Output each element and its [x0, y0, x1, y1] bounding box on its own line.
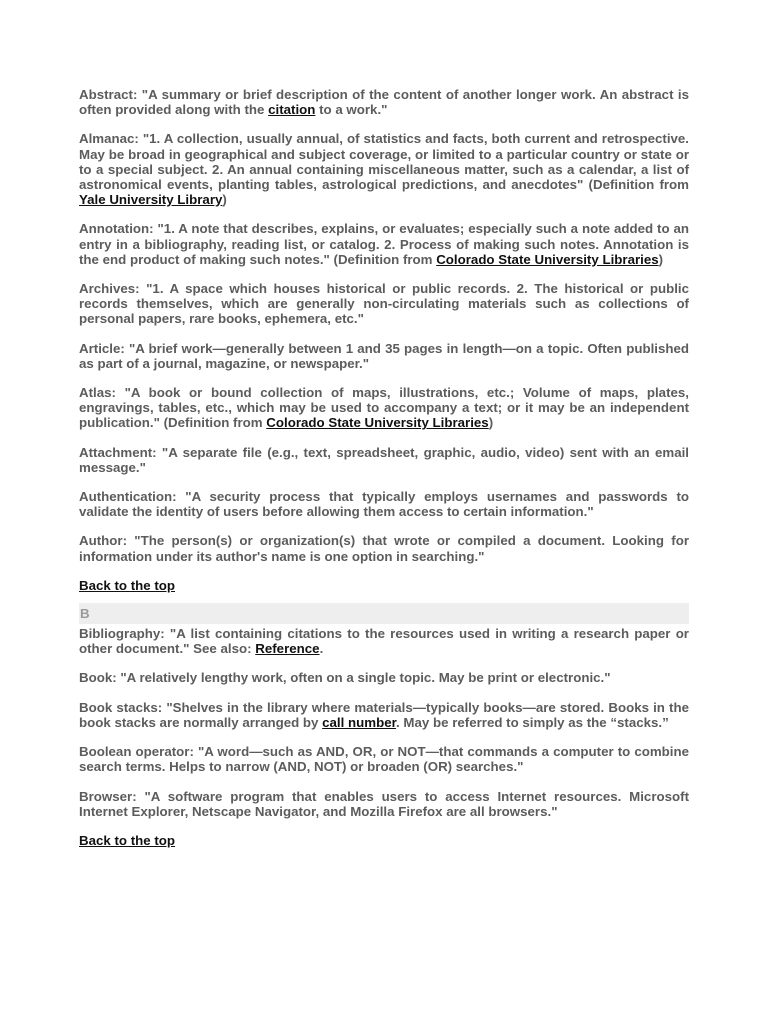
entry-definition: "A summary or brief description of the content of another longer work. An abstract is often provided along with the: [79, 87, 689, 118]
section-header-b: B: [79, 603, 689, 624]
entry-abstract: [79, 87, 689, 117]
entry-definition: "A list containing citations to the resources used in writing a research paper or other document." See also:: [79, 626, 689, 657]
entry-article: [79, 341, 689, 371]
entry-definition: "The person(s) or organization(s) that wrote or compiled a document. Looking for information under its author's name is one option in searching.": [79, 533, 689, 564]
entry-term: Atlas:: [79, 385, 116, 401]
reference-link[interactable]: Reference: [255, 641, 320, 657]
entry-definition: "1. A space which houses historical or public records. 2. The historical or public records themselves, which are generally non-circulating materials such as collections of personal papers, rare books, ephemera, etc.": [79, 281, 689, 327]
entry-definition-end: to a work.": [315, 102, 388, 118]
entry-author: [79, 533, 689, 563]
entry-browser: [79, 789, 689, 819]
entry-definition: "1. A note that describes, explains, or evaluates; especially such a note added to an entry in a bibliography, reading list, or catalog. 2. Process of making such notes. Annotation is the end product of making such notes." (Definition from: [79, 221, 689, 267]
entry-attachment: [79, 445, 689, 475]
entry-definition: "Shelves in the library where materials—typically books—are stored. Books in the book stacks are normally arranged by: [79, 699, 689, 730]
entry-term: Browser:: [79, 788, 137, 804]
entry-term: Attachment:: [79, 444, 157, 460]
entry-almanac: [79, 131, 689, 207]
entry-definition-end: ): [488, 415, 494, 431]
entry-definition-end: .: [319, 641, 324, 657]
entry-term: Bibliography:: [79, 626, 165, 642]
entry-boolean-operator: [79, 744, 689, 774]
entry-definition-end: . May be referred to simply as the “stacks.”: [396, 714, 669, 730]
glossary-content: [79, 87, 689, 858]
colorado-state-link[interactable]: Colorado State University Libraries: [266, 415, 489, 431]
back-to-top-row: [79, 833, 689, 848]
entry-term: Book:: [79, 670, 117, 686]
entry-definition: "A software program that enables users to access Internet resources. Microsoft Internet Explorer, Netscape Navigator, and Mozilla Firefox are all browsers.": [79, 788, 689, 819]
citation-link[interactable]: citation: [268, 102, 316, 118]
entry-term: Author:: [79, 533, 127, 549]
entry-term: Abstract:: [79, 87, 138, 102]
entry-definition: "A relatively lengthy work, often on a single topic. May be print or electronic.": [116, 670, 611, 686]
colorado-state-link[interactable]: Colorado State University Libraries: [436, 251, 659, 267]
entry-atlas: [79, 385, 689, 431]
entry-term: Book stacks:: [79, 699, 163, 715]
entry-definition: "A separate file (e.g., text, spreadsheet, graphic, audio, video) sent with an email message.": [79, 444, 689, 475]
entry-term: Authentication:: [79, 489, 177, 505]
entry-definition: "A security process that typically employs usernames and passwords to validate the identity of users before allowing them access to certain information.": [79, 489, 689, 520]
entry-definition: "A book or bound collection of maps, illustrations, etc.; Volume of maps, plates, engravings, tables, etc., which may be used to accompany a text; or it may be an independent publication." (Definition from: [79, 385, 689, 431]
entry-archives: [79, 281, 689, 327]
entry-term: Archives:: [79, 281, 140, 297]
entry-definition: "A brief work—generally between 1 and 35 pages in length—on a topic. Often published as part of a journal, magazine, or newspaper.": [79, 340, 689, 371]
entry-book-stacks: [79, 700, 689, 730]
back-to-top-link[interactable]: Back to the top: [79, 832, 176, 848]
back-to-top-link[interactable]: Back to the top: [79, 577, 176, 593]
entry-definition: "1. A collection, usually annual, of statistics and facts, both current and retrospective. May be broad in geographical and subject coverage, or limited to a particular country or state or to a special subject. 2. An annual containing miscellaneous matter, such as a calendar, a list of astronomical events, planting tables, astrological predictions, and anecdotes" (Definition from: [79, 131, 689, 193]
entry-definition-end: ): [658, 251, 664, 267]
entry-definition-end: ): [222, 192, 227, 208]
entry-term: Almanac:: [79, 131, 139, 147]
entry-annotation: [79, 221, 689, 267]
yale-library-link[interactable]: Yale University Library: [79, 192, 223, 208]
entry-term: Annotation:: [79, 221, 154, 237]
entry-definition: "A word—such as AND, OR, or NOT—that commands a computer to combine search terms. Helps to narrow (AND, NOT) or broaden (OR) searches.": [79, 744, 690, 775]
call-number-link[interactable]: call number: [322, 714, 397, 730]
entry-term: Boolean operator:: [79, 744, 194, 760]
back-to-top-row: [79, 578, 689, 593]
entry-term: Article:: [79, 340, 125, 356]
entry-book: [79, 670, 689, 685]
entry-authentication: [79, 489, 689, 519]
entry-bibliography: [79, 626, 689, 656]
